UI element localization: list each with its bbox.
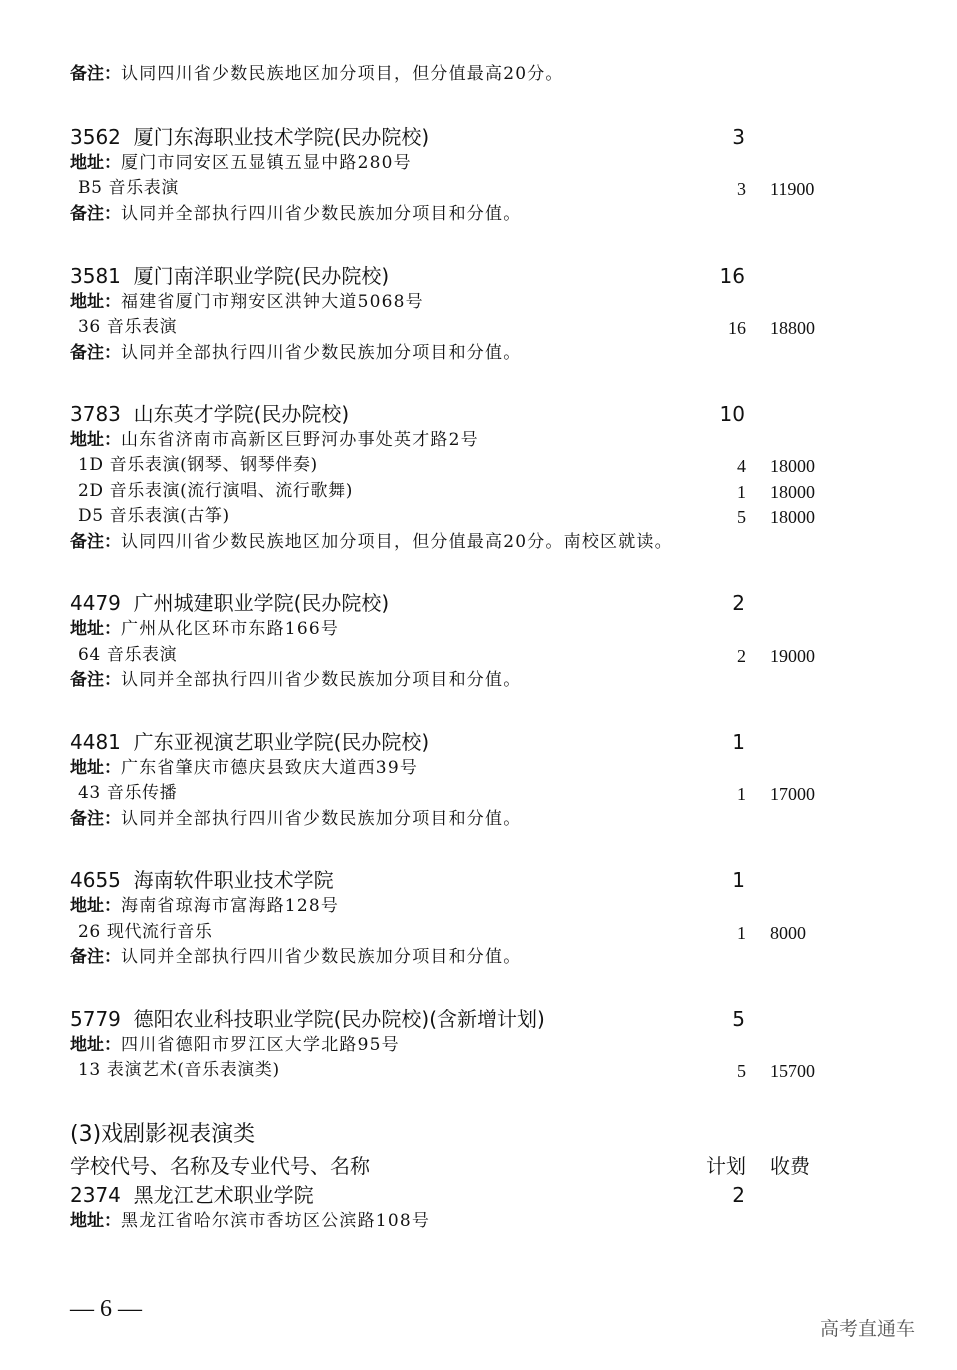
major-fee: 18800 <box>770 318 815 338</box>
major-plan: 16 <box>728 318 746 338</box>
major-fee: 8000 <box>770 923 806 943</box>
school-plan: 2 <box>732 591 745 615</box>
major-row: B5 音乐表演 <box>78 178 179 198</box>
page-number: — 6 — <box>70 1296 142 1322</box>
major-plan: 1 <box>737 784 746 804</box>
major-fee: 17000 <box>770 784 815 804</box>
school-address: 地址：厦门市同安区五显镇五显中路280号 <box>70 153 412 173</box>
school-address: 地址：广州从化区环市东路166号 <box>70 619 340 639</box>
school-title: 3562 厦门东海职业技术学院(民办院校) <box>70 125 430 149</box>
major-fee: 19000 <box>770 646 815 666</box>
major-row: 26 现代流行音乐 <box>78 922 213 942</box>
major-row: 36 音乐表演 <box>78 317 178 337</box>
school-note: 备注：认同四川省少数民族地区加分项目，但分值最高20分。南校区就读。 <box>70 532 673 552</box>
major-row: 13 表演艺术(音乐表演类) <box>78 1060 280 1080</box>
column-header-fee: 收费 <box>770 1154 810 1178</box>
school-plan: 16 <box>719 264 745 288</box>
school-title: 4479 广州城建职业学院(民办院校) <box>70 591 390 615</box>
major-fee: 15700 <box>770 1061 815 1081</box>
school-note: 备注：认同并全部执行四川省少数民族加分项目和分值。 <box>70 343 522 363</box>
school-plan: 2 <box>732 1183 745 1207</box>
major-row: D5 音乐表演(古筝) <box>78 506 230 526</box>
column-header-plan: 计划 <box>706 1154 746 1178</box>
major-plan: 3 <box>737 179 746 199</box>
school-plan: 3 <box>732 125 745 149</box>
top-note: 备注：认同四川省少数民族地区加分项目，但分值最高20分。 <box>70 64 564 84</box>
watermark: 高考直通车 <box>820 1318 916 1340</box>
school-address: 地址：福建省厦门市翔安区洪钟大道5068号 <box>70 292 424 312</box>
major-row: 43 音乐传播 <box>78 783 178 803</box>
section-title: (3)戏剧影视表演类 <box>70 1122 256 1147</box>
major-plan: 2 <box>737 646 746 666</box>
school-note: 备注：认同并全部执行四川省少数民族加分项目和分值。 <box>70 947 522 967</box>
school-address: 地址：四川省德阳市罗江区大学北路95号 <box>70 1035 400 1055</box>
major-plan: 5 <box>737 507 746 527</box>
school-plan: 1 <box>732 730 745 754</box>
school-note: 备注：认同并全部执行四川省少数民族加分项目和分值。 <box>70 204 522 224</box>
major-row: 1D 音乐表演(钢琴、钢琴伴奏) <box>78 455 318 475</box>
major-fee: 18000 <box>770 507 815 527</box>
school-address: 地址：黑龙江省哈尔滨市香坊区公滨路108号 <box>70 1211 431 1231</box>
major-fee: 18000 <box>770 456 815 476</box>
major-row: 2D 音乐表演(流行演唱、流行歌舞) <box>78 481 353 501</box>
school-title: 5779 德阳农业科技职业学院(民办院校)(含新增计划) <box>70 1007 545 1031</box>
major-fee: 18000 <box>770 482 815 502</box>
major-plan: 5 <box>737 1061 746 1081</box>
school-plan: 1 <box>732 868 745 892</box>
school-note: 备注：认同并全部执行四川省少数民族加分项目和分值。 <box>70 670 522 690</box>
school-title: 2374 黑龙江艺术职业学院 <box>70 1183 314 1207</box>
school-title: 4481 广东亚视演艺职业学院(民办院校) <box>70 730 430 754</box>
school-address: 地址：海南省琼海市富海路128号 <box>70 896 340 916</box>
school-plan: 10 <box>719 402 745 426</box>
major-plan: 1 <box>737 482 746 502</box>
major-row: 64 音乐表演 <box>78 645 178 665</box>
school-title: 3581 厦门南洋职业学院(民办院校) <box>70 264 390 288</box>
school-note: 备注：认同并全部执行四川省少数民族加分项目和分值。 <box>70 809 522 829</box>
school-title: 3783 山东英才学院(民办院校) <box>70 402 350 426</box>
major-fee: 11900 <box>770 179 815 199</box>
column-header-school: 学校代号、名称及专业代号、名称 <box>70 1154 370 1178</box>
school-title: 4655 海南软件职业技术学院 <box>70 868 334 892</box>
major-plan: 1 <box>737 923 746 943</box>
major-plan: 4 <box>737 456 746 476</box>
school-plan: 5 <box>732 1007 745 1031</box>
school-address: 地址：广东省肇庆市德庆县致庆大道西39号 <box>70 758 419 778</box>
school-address: 地址：山东省济南市高新区巨野河办事处英才路2号 <box>70 430 479 450</box>
